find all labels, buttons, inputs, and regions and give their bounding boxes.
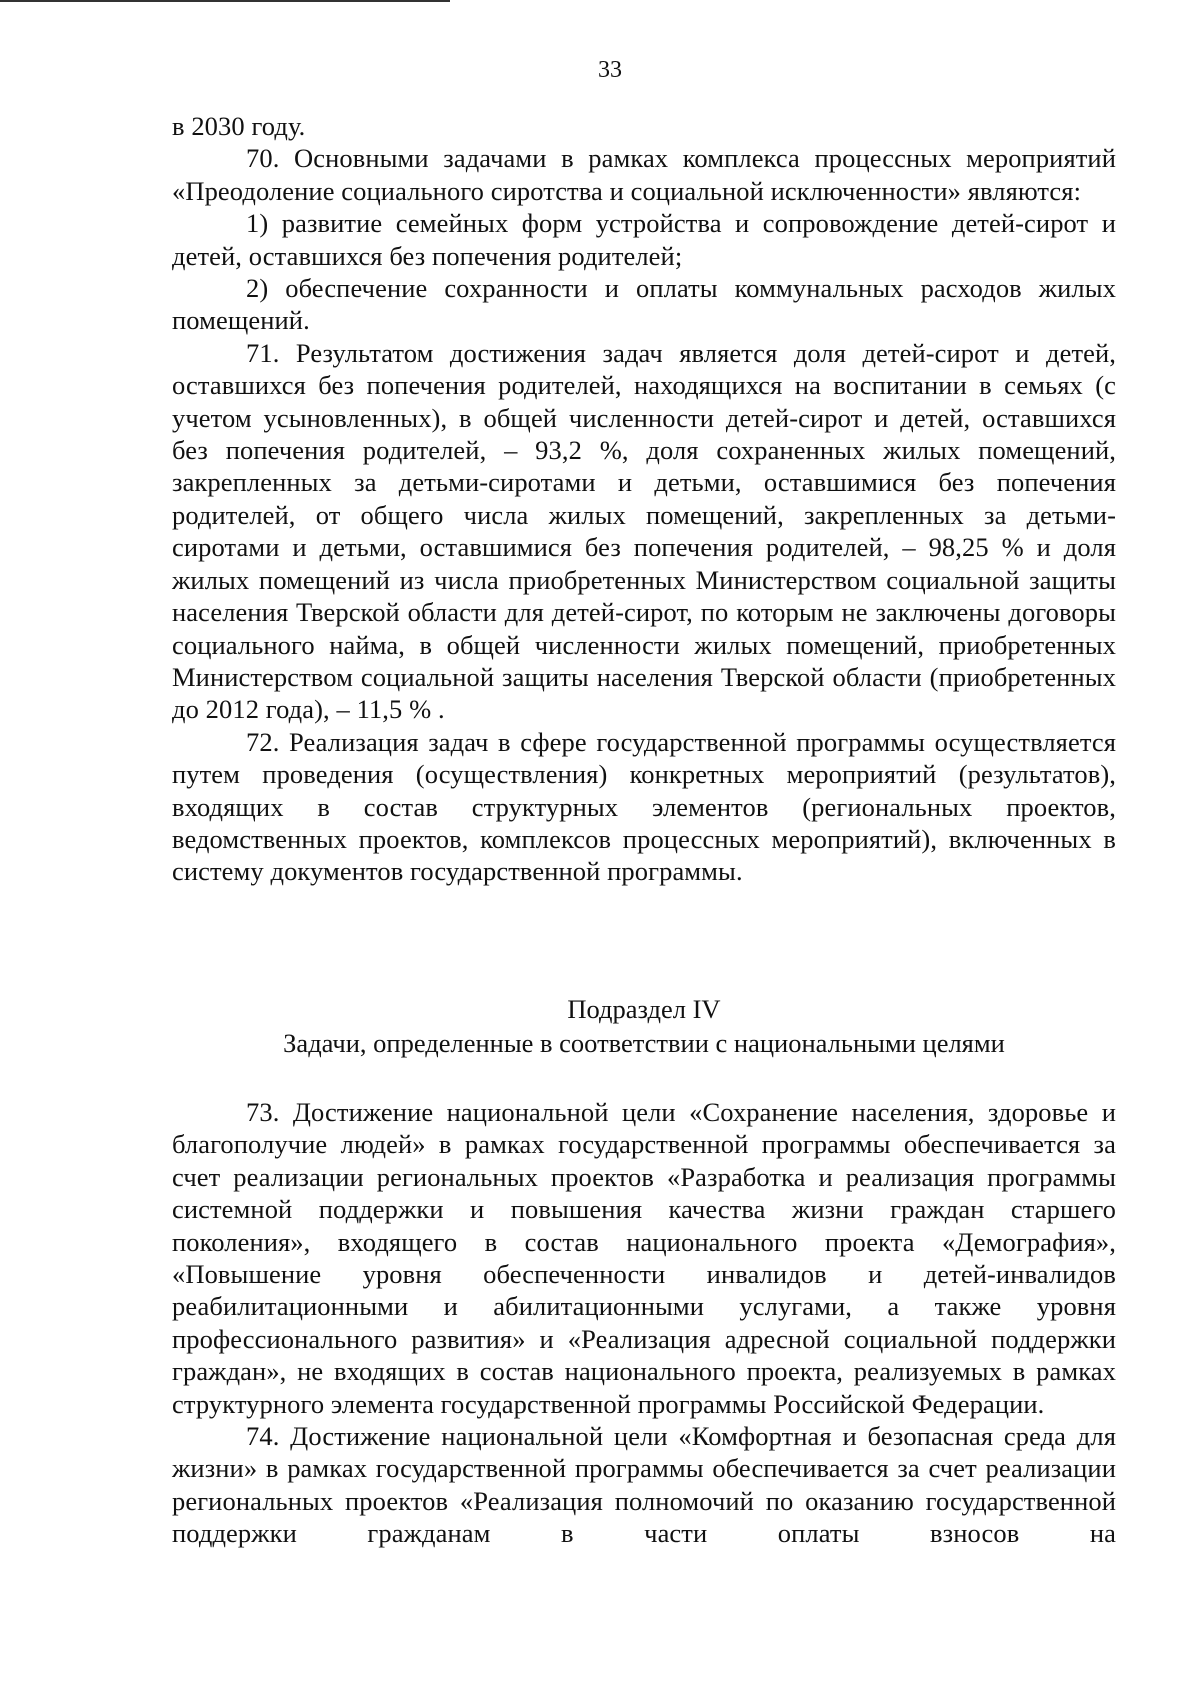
body-text-top xyxy=(172,110,1116,888)
page-number: 33 xyxy=(598,57,622,83)
subsection-title: Подраздел IV xyxy=(567,994,721,1024)
subsection-subtitle: Задачи, определенные в соответствии с национальными целями xyxy=(283,1028,1005,1058)
subsection-heading xyxy=(172,992,1116,1060)
paragraph-73: 73. Достижение национальной цели «Сохранение населения, здоровье и благополучие людей» в рамках государственной программы обеспечивается за счет реализации региональных проектов «Разработка и реализация программы системной поддержки и повышения качества жизни граждан старшего поколения», входящего в состав национального проекта «Демография», «Повышение уровня обеспеченности инвалидов и детей-инвалидов реабилитационными и абилитационными услугами, а также уровня профессионального развития» и «Реализация адресной социальной поддержки граждан», не входящих в состав национального проекта, реализуемых в рамках структурного элемента государственной программы Российской Федерации. xyxy=(172,1097,1116,1419)
body-text-bottom xyxy=(172,1096,1116,1550)
list-item-2: 2) обеспечение сохранности и оплаты коммунальных расходов жилых помещений. xyxy=(172,273,1116,336)
paragraph-74: 74. Достижение национальной цели «Комфортная и безопасная среда для жизни» в рамках государственной программы обеспечивается за счет реализации региональных проектов «Реализация полномочий по оказанию государственной поддержки гражданам в части оплаты взносов на xyxy=(172,1421,1116,1549)
paragraph-71: 71. Результатом достижения задач является доля детей-сирот и детей, оставшихся без попечения родителей, находящихся на воспитании в семьях (с учетом усыновленных), в общей численности детей-сирот и детей, оставшихся без попечения родителей, – 93,2 %, доля сохраненных жилых помещений, закрепленных за детьми-сиротами и детьми, оставшимися без попечения родителей, от общего числа жилых помещений, закрепленных за детьми-сиротами и детьми, оставшимися без попечения родителей, – 98,25 % и доля жилых помещений из числа приобретенных Министерством социальной защиты населения Тверской области для детей-сирот, по которым не заключены договоры социального найма, в общей численности жилых помещений, приобретенных Министерством социальной защиты населения Тверской области (приобретенных до 2012 года), – 11,5 % . xyxy=(172,337,1116,725)
paragraph-72: 72. Реализация задач в сфере государственной программы осуществляется путем проведения (осуществления) конкретных мероприятий (результатов), входящих в состав структурных элементов (региональных проектов, ведомственных проектов, комплексов процессных мероприятий), включенных в систему документов государственной программы. xyxy=(172,726,1116,887)
paragraph-continuation: в 2030 году. xyxy=(172,111,306,141)
paragraph-70: 70. Основными задачами в рамках комплекса процессных мероприятий «Преодоление социального сиротства и социальной исключенности» являются: xyxy=(172,143,1116,206)
top-rule xyxy=(0,0,450,2)
list-item-1: 1) развитие семейных форм устройства и сопровождение детей-сирот и детей, оставшихся без попечения родителей; xyxy=(172,208,1116,271)
